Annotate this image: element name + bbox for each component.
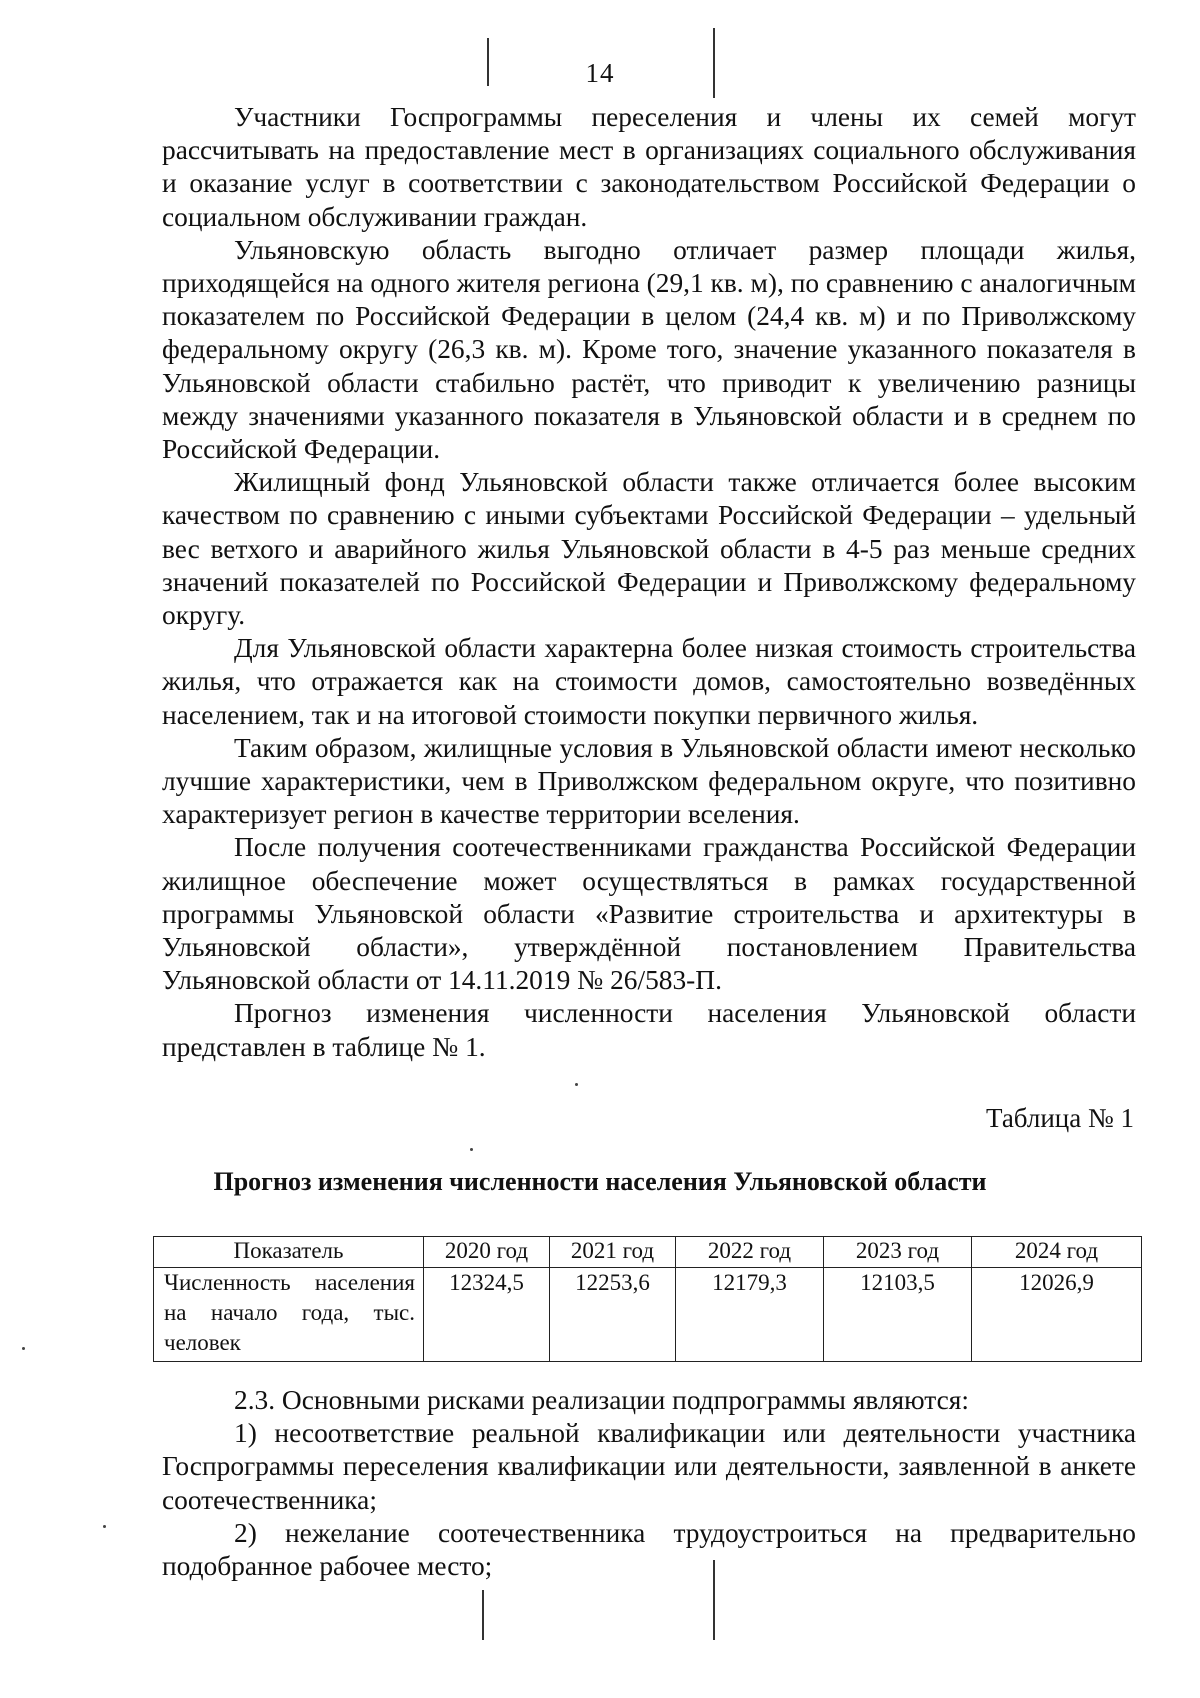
table-title: Прогноз изменения численности населения Ульяновской области <box>213 1167 987 1196</box>
scan-artifact-line <box>482 1590 484 1640</box>
table-cell: 12253,6 <box>550 1268 676 1362</box>
scan-artifact-dot <box>103 1525 106 1528</box>
population-forecast-table <box>153 1236 1142 1362</box>
risks-section <box>162 1384 1136 1583</box>
column-header: 2022 год <box>676 1237 824 1268</box>
risk-item: 2) нежелание соотечественника трудоустроиться на предварительно подобранное рабочее место; <box>162 1517 1136 1582</box>
paragraph: Ульяновскую область выгодно отличает размер площади жилья, приходящейся на одного жителя региона (29,1 кв. м), по сравнению с аналогичным показателем по Российской Федерации в целом (24,4 кв. м) и по Приволжскому федеральному округу (26,3 кв. м). Кроме того, значение указанного показателя в Ульяновской области стабильно растёт, что приводит к увеличению разницы между значениями указанного показателя в Ульяновской области и в среднем по Российской Федерации. <box>162 234 1136 465</box>
table-row <box>154 1268 1142 1362</box>
column-header: 2023 год <box>824 1237 972 1268</box>
column-header: 2021 год <box>550 1237 676 1268</box>
scan-artifact-dot <box>470 1148 473 1151</box>
body-text <box>162 101 1136 1064</box>
scan-artifact-dot <box>575 1083 578 1086</box>
column-header: Показатель <box>154 1237 424 1268</box>
table-cell: 12179,3 <box>676 1268 824 1362</box>
scan-artifact-dot <box>22 1347 25 1350</box>
page-number: 14 <box>585 58 615 88</box>
column-header: 2024 год <box>972 1237 1142 1268</box>
paragraph: После получения соотечественниками гражданства Российской Федерации жилищное обеспечение может осуществляться в рамках государственной программы Ульяновской области «Развитие строительства и архитектуры в Ульяновской области», утверждённой постановлением Правительства Ульяновской области от 14.11.2019 № 26/583-П. <box>162 832 1136 996</box>
paragraph: Для Ульяновской области характерна более низкая стоимость строительства жилья, что отражается как на стоимости домов, самостоятельно возведённых населением, так и на итоговой стоимости покупки первичного жилья. <box>162 633 1136 730</box>
column-header: 2020 год <box>424 1237 550 1268</box>
risk-item: 1) несоответствие реальной квалификации или деятельности участника Госпрограммы переселения квалификации или деятельности, заявленной в анкете соотечественника; <box>162 1418 1136 1515</box>
paragraph: Жилищный фонд Ульяновской области также отличается более высоким качеством по сравнению с иными субъектами Российской Федерации – удельный вес ветхого и аварийного жилья Ульяновской области в 4-5 раз меньше средних значений показателей по Российской Федерации и Приволжскому федеральному округу. <box>162 467 1136 631</box>
table-cell: 12324,5 <box>424 1268 550 1362</box>
risks-heading: 2.3. Основными рисками реализации подпрограммы являются: <box>234 1385 969 1415</box>
table-label: Таблица № 1 <box>986 1103 1134 1133</box>
row-label: Численность населения на начало года, тыс. человек <box>154 1268 424 1362</box>
table-header-row <box>154 1237 1142 1268</box>
paragraph: Таким образом, жилищные условия в Ульяновской области имеют несколько лучшие характеристики, чем в Приволжском федеральном округе, что позитивно характеризует регион в качестве территории вселения. <box>162 732 1136 830</box>
paragraph: Прогноз изменения численности населения Ульяновской области представлен в таблице № 1. <box>162 998 1136 1062</box>
table-cell: 12103,5 <box>824 1268 972 1362</box>
paragraph: Участники Госпрограммы переселения и члены их семей могут рассчитывать на предоставление мест в организациях социального обслуживания и оказание услуг в соответствии с законодательством Российской Федерации о социальном обслуживании граждан. <box>162 102 1136 232</box>
table-cell: 12026,9 <box>972 1268 1142 1362</box>
